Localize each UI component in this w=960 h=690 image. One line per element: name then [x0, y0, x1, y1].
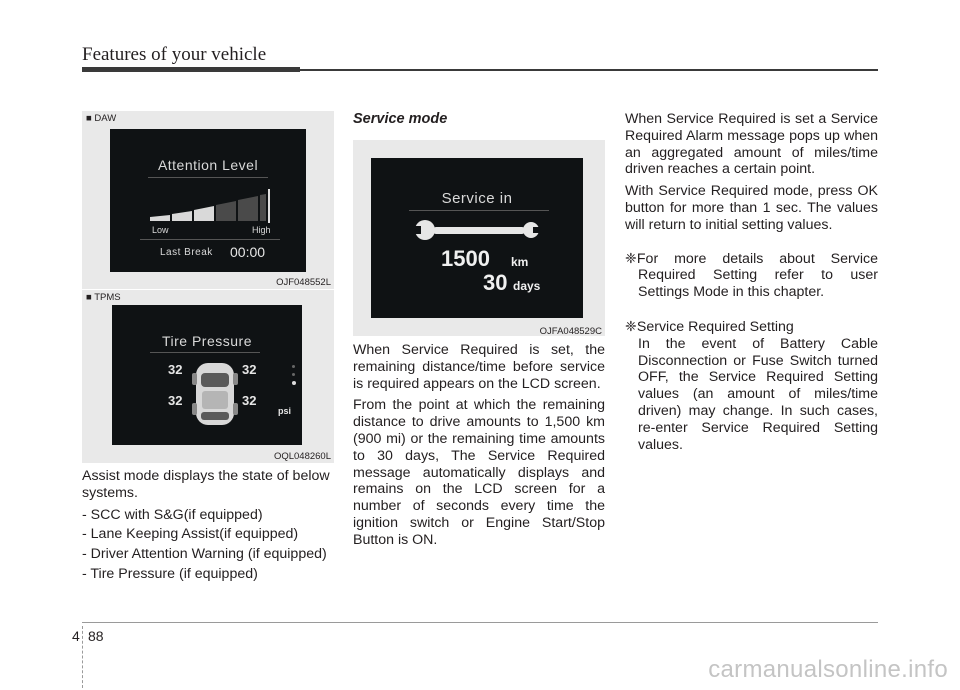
- car-top-view-icon: [190, 359, 240, 429]
- service-distance-value: 1500: [441, 246, 490, 271]
- tpms-rear-left: 32: [168, 393, 183, 408]
- daw-figure: [82, 111, 334, 289]
- daw-last-break-value: 00:00: [230, 244, 266, 260]
- chapter-number: 4: [72, 628, 80, 644]
- tpms-front-left: 32: [168, 362, 183, 377]
- page-header-title: Features of your vehicle: [82, 44, 267, 65]
- watermark: carmanualsonline.info: [708, 656, 948, 683]
- service-days-unit: days: [513, 279, 541, 293]
- attention-level-bar-graph: [110, 179, 306, 239]
- header-bar: [82, 67, 300, 72]
- list-item: - Driver Attention Warning (if equipped): [82, 546, 327, 563]
- list-item: - Tire Pressure (if equipped): [82, 565, 258, 582]
- tpms-title-divider: [150, 352, 260, 353]
- daw-screen: [110, 129, 306, 272]
- daw-bottom-divider: [140, 239, 280, 240]
- service-screen: [371, 158, 583, 318]
- list-item: - SCC with S&G(if equipped): [82, 506, 263, 523]
- tpms-unit: psi: [278, 406, 292, 416]
- tpms-tag: ■ TPMS: [86, 292, 121, 303]
- service-figure-code: OJFA048529C: [539, 326, 602, 337]
- note-service-required-title: ❈Service Required Setting: [625, 318, 794, 335]
- page-number: 88: [88, 628, 104, 644]
- tpms-front-right: 32: [242, 362, 257, 377]
- daw-title-divider: [148, 177, 268, 178]
- assist-mode-text: [82, 468, 334, 586]
- service-mode-text: [353, 342, 605, 554]
- footer-divider: [82, 626, 83, 688]
- service-distance-unit: km: [511, 255, 529, 269]
- assist-mode-intro: Assist mode displays the state of below systems.: [82, 468, 330, 501]
- daw-figure-code: OJF048552L: [276, 277, 331, 288]
- tpms-screen-title: Tire Pressure: [161, 333, 252, 349]
- list-item: - Lane Keeping Assist(if equipped): [82, 526, 299, 543]
- service-days-value: 30: [483, 270, 508, 295]
- tpms-figure: [82, 290, 334, 463]
- note-service-required-body: In the event of Battery Cable Disconnection or Fuse Switch turned OFF, the Service Required Setting values (an amount of miles/time driven) may change. In such cases, re-enter Service Required Setting values.: [638, 335, 878, 453]
- service-figure: [353, 140, 605, 336]
- wrench-icon: [411, 218, 541, 242]
- tpms-rear-right: 32: [242, 393, 257, 408]
- service-mode-heading: Service mode: [353, 111, 448, 127]
- daw-high-label: High: [252, 225, 271, 235]
- service-required-text: [625, 111, 878, 453]
- daw-tag: ■ DAW: [86, 113, 117, 124]
- service-required-para-1: When Service Required is set a Service Required Alarm message pops up when an aggregated amount of miles/time driven reaches a certain point.: [625, 111, 878, 178]
- service-para-1: When Service Required is set, the remaining distance/time before service is required appears on the LCD screen.: [353, 342, 605, 392]
- note-settings-mode: ❈For more details about Service Required Setting refer to user Settings Mode in this chapter.: [625, 250, 878, 301]
- footer-rule: [82, 622, 878, 623]
- service-required-para-2: With Service Required mode, press OK button for more than 1 sec. The values will return to initial setting values.: [625, 183, 878, 233]
- daw-last-break-label: Last Break: [160, 247, 213, 258]
- header-rule: [300, 69, 878, 71]
- daw-low-label: Low: [152, 225, 169, 235]
- tpms-page-dots: [292, 365, 296, 385]
- service-para-2: From the point at which the remaining distance to drive amounts to 1,500 km (900 mi) or the remaining time amounts to 30 days, The Service Required message automatically displays and remains on the LCD screen for a number of seconds every time the ignition switch or Engine Start/Stop Button is ON.: [353, 397, 605, 548]
- service-screen-title: Service in: [441, 190, 513, 207]
- daw-screen-title: Attention Level: [157, 157, 259, 173]
- service-title-divider: [409, 210, 549, 211]
- tpms-screen: [112, 305, 302, 445]
- tpms-figure-code: OQL048260L: [273, 451, 331, 462]
